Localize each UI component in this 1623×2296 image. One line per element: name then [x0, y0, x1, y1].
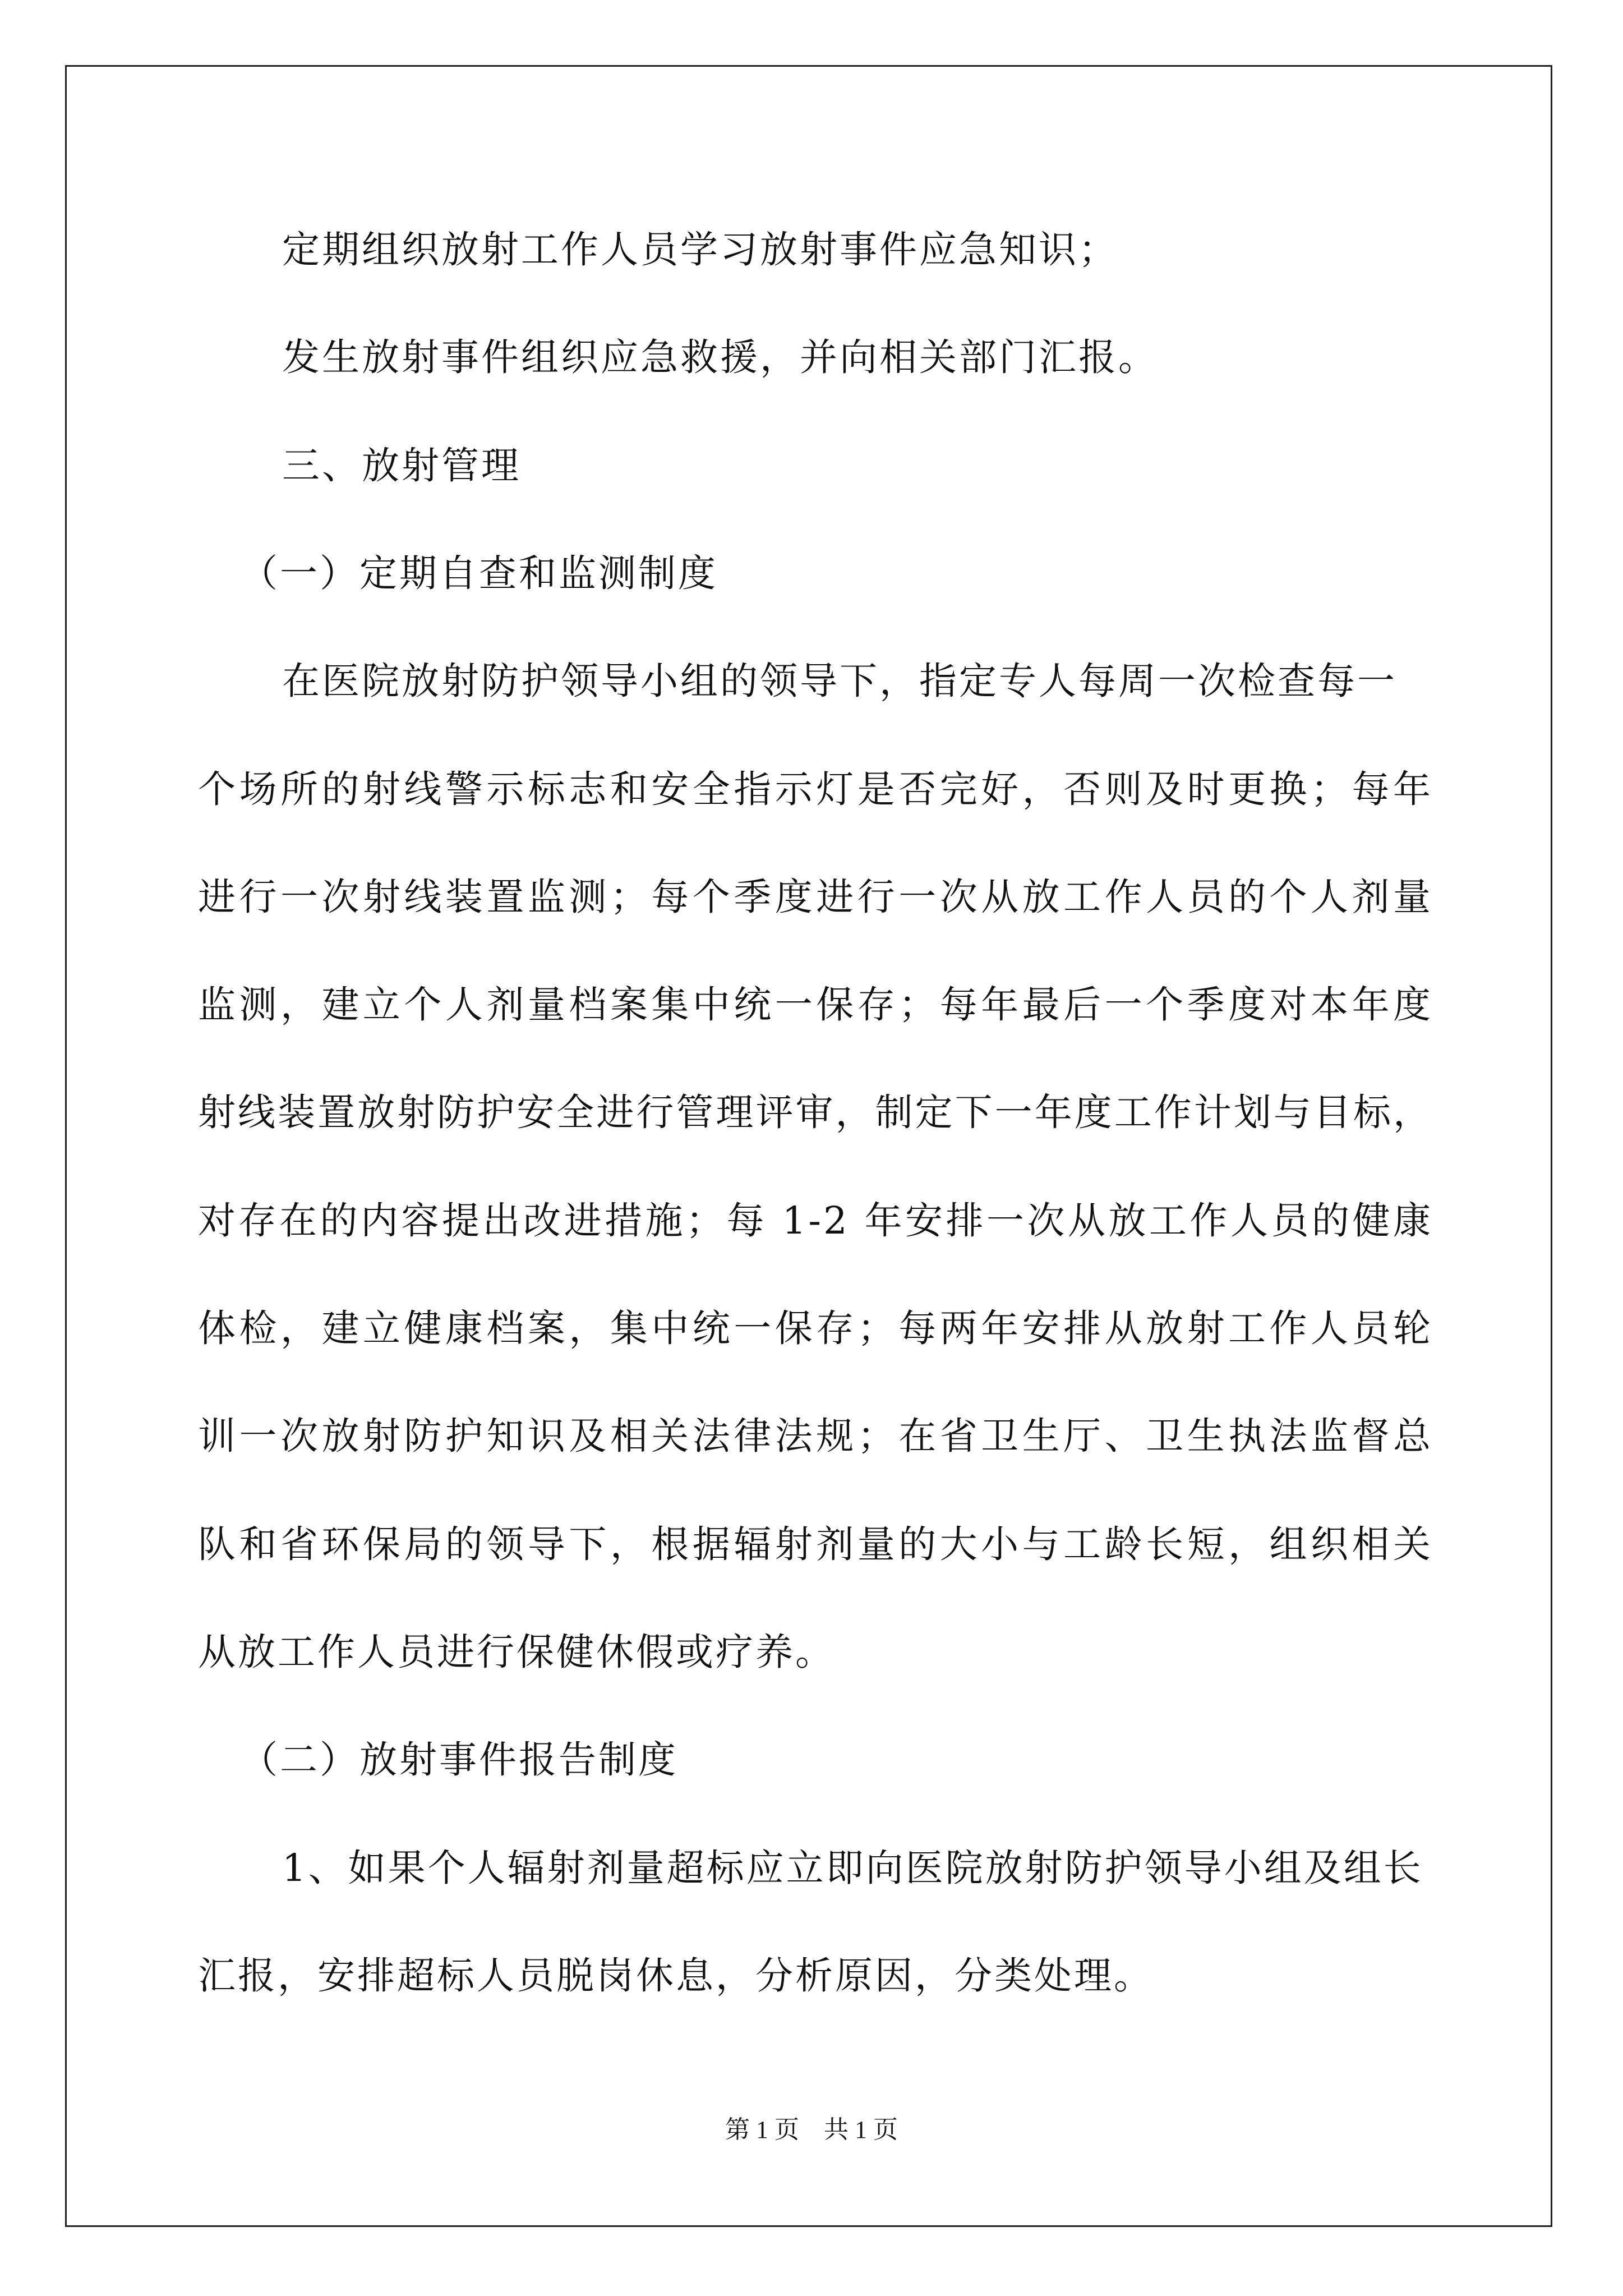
paragraph-line: 体检，建立健康档案，集中统一保存；每两年安排从放射工作人员轮 [198, 1306, 1433, 1350]
paragraph-line: 对存在的内容提出改进措施；每 1-2 年安排一次从放工作人员的健康 [198, 1199, 1433, 1243]
paragraph-line: 发生放射事件组织应急救援，并向相关部门汇报。 [282, 335, 1158, 379]
paragraph-line: 在医院放射防护领导小组的领导下，指定专人每周一次检查每一 [282, 659, 1397, 703]
paragraph-line: 定期组织放射工作人员学习放射事件应急知识； [282, 228, 1118, 272]
subsection-heading: （一）定期自查和监测制度 [240, 551, 718, 595]
paragraph-line: 队和省环保局的领导下，根据辐射剂量的大小与工龄长短，组织相关 [198, 1522, 1433, 1566]
paragraph-line: 训一次放射防护知识及相关法律法规；在省卫生厅、卫生执法监督总 [198, 1414, 1433, 1458]
paragraph-line: 进行一次射线装置监测；每个季度进行一次从放工作人员的个人剂量 [198, 875, 1433, 919]
paragraph-line: 监测，建立个人剂量档案集中统一保存；每年最后一个季度对本年度 [198, 983, 1433, 1027]
paragraph-line: 射线装置放射防护安全进行管理评审，制定下一年度工作计划与目标， [198, 1091, 1433, 1134]
paragraph-line: 个场所的射线警示标志和安全指示灯是否完好，否则及时更换；每年 [198, 767, 1433, 811]
paragraph-line: 从放工作人员进行保健休假或疗养。 [198, 1630, 835, 1674]
page-footer: 第 1 页 共 1 页 [725, 2116, 898, 2143]
paragraph-line: 汇报，安排超标人员脱岗休息，分析原因，分类处理。 [198, 1954, 1154, 1998]
subsection-heading: （二）放射事件报告制度 [240, 1738, 678, 1782]
section-heading: 三、放射管理 [282, 444, 521, 487]
paragraph-line: 1、如果个人辐射剂量超标应立即向医院放射防护领导小组及组长 [282, 1846, 1423, 1890]
